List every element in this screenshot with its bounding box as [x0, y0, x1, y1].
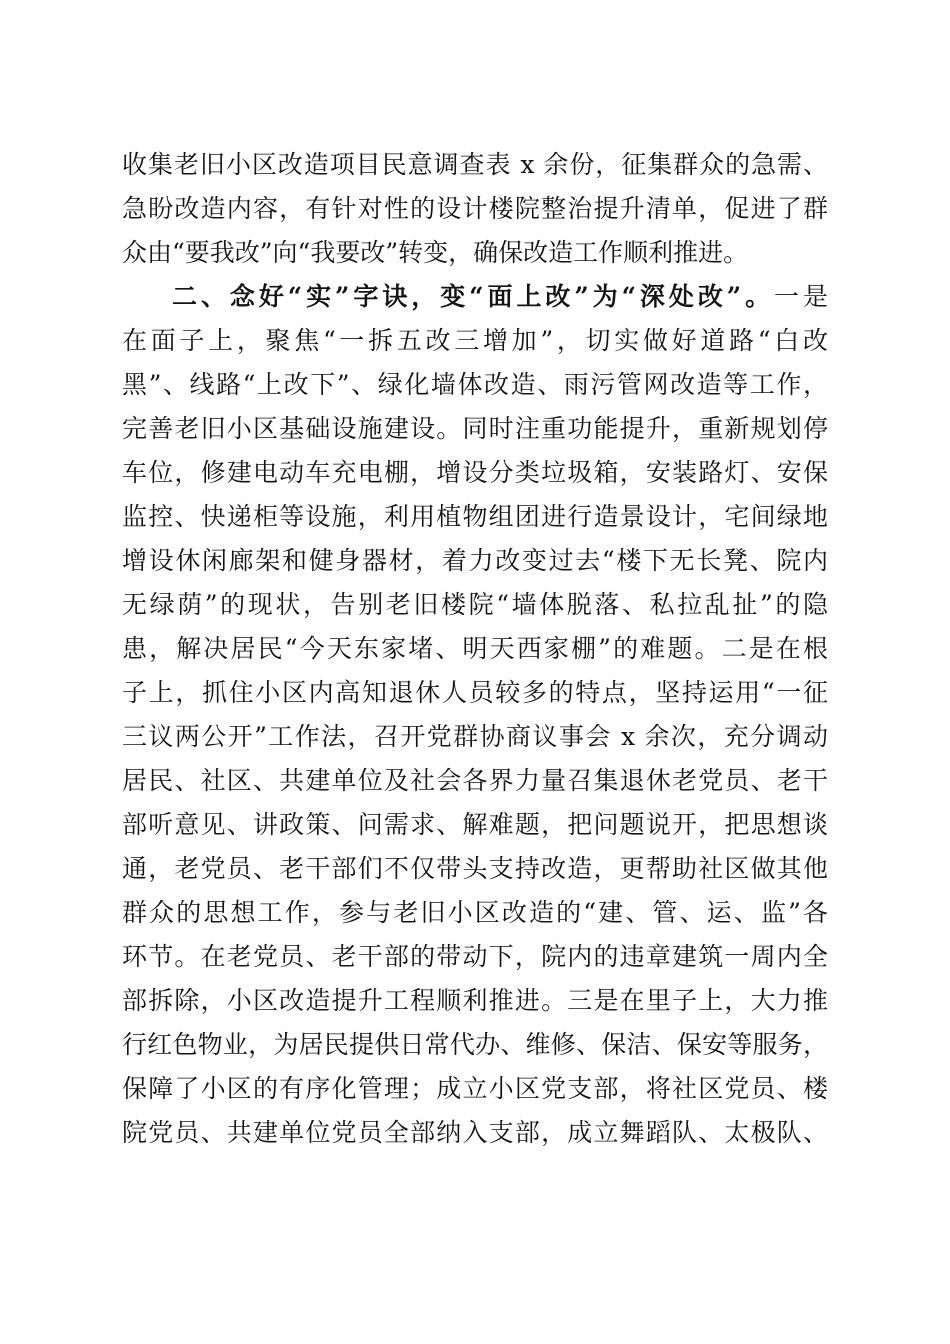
paragraph-2-line-11: 三议两公开”工作法，召开党群协商议事会 x 余次，充分调动 [122, 722, 828, 751]
heading-line-continuation: 一是 [774, 282, 828, 311]
paragraph-2-line-16: 环节。在老党员、老干部的带动下，院内的违章建筑一周内全 [122, 942, 828, 971]
section-heading: 二、念好“实”字诀，变“面上改”为“深处改”。 [172, 282, 775, 311]
paragraph-2-first-line [172, 282, 828, 312]
paragraph-2-line-14: 通，老党员、老干部们不仅带头支持改造，更帮助社区做其他 [122, 854, 828, 883]
paragraph-2-line-9: 患，解决居民“今天东家堵、明天西家棚”的难题。二是在根 [122, 634, 828, 663]
paragraph-2-line-12: 居民、社区、共建单位及社会各界力量召集退休老党员、老干 [122, 766, 828, 795]
paragraph-2-line-17: 部拆除，小区改造提升工程顺利推进。三是在里子上，大力推 [122, 986, 828, 1015]
paragraph-2-line-4: 完善老旧小区基础设施建设。同时注重功能提升，重新规划停 [122, 414, 828, 443]
paragraph-2-line-6: 监控、快递柜等设施，利用植物组团进行造景设计，宅间绿地 [122, 502, 828, 531]
paragraph-2-line-2: 在面子上，聚焦“一拆五改三增加”，切实做好道路“白改 [122, 326, 828, 355]
paragraph-2-line-3: 黑”、线路“上改下”、绿化墙体改造、雨污管网改造等工作， [122, 370, 828, 399]
paragraph-2-line-13: 部听意见、讲政策、问需求、解难题，把问题说开，把思想谈 [122, 810, 828, 839]
paragraph-1-line-1: 收集老旧小区改造项目民意调查表 x 余份，征集群众的急需、 [122, 150, 828, 179]
paragraph-2-line-10: 子上，抓住小区内高知退休人员较多的特点，坚持运用“一征 [122, 678, 828, 707]
paragraph-2-line-7: 增设休闲廊架和健身器材，着力改变过去“楼下无长凳、院内 [122, 546, 828, 575]
paragraph-2-line-19: 保障了小区的有序化管理；成立小区党支部，将社区党员、楼 [122, 1074, 828, 1103]
paragraph-2-line-18: 行红色物业，为居民提供日常代办、维修、保洁、保安等服务， [122, 1030, 828, 1059]
paragraph-2-line-5: 车位，修建电动车充电棚，增设分类垃圾箱，安装路灯、安保 [122, 458, 828, 487]
paragraph-1-line-2: 急盼改造内容，有针对性的设计楼院整治提升清单，促进了群 [122, 194, 828, 223]
paragraph-1-line-3: 众由“要我改”向“我要改”转变，确保改造工作顺利推进。 [122, 238, 749, 267]
paragraph-2-line-8: 无绿荫”的现状，告别老旧楼院“墙体脱落、私拉乱扯”的隐 [122, 590, 828, 619]
paragraph-2-line-15: 群众的思想工作，参与老旧小区改造的“建、管、运、监”各 [122, 898, 828, 927]
paragraph-2-line-20: 院党员、共建单位党员全部纳入支部，成立舞蹈队、太极队、 [122, 1118, 828, 1147]
